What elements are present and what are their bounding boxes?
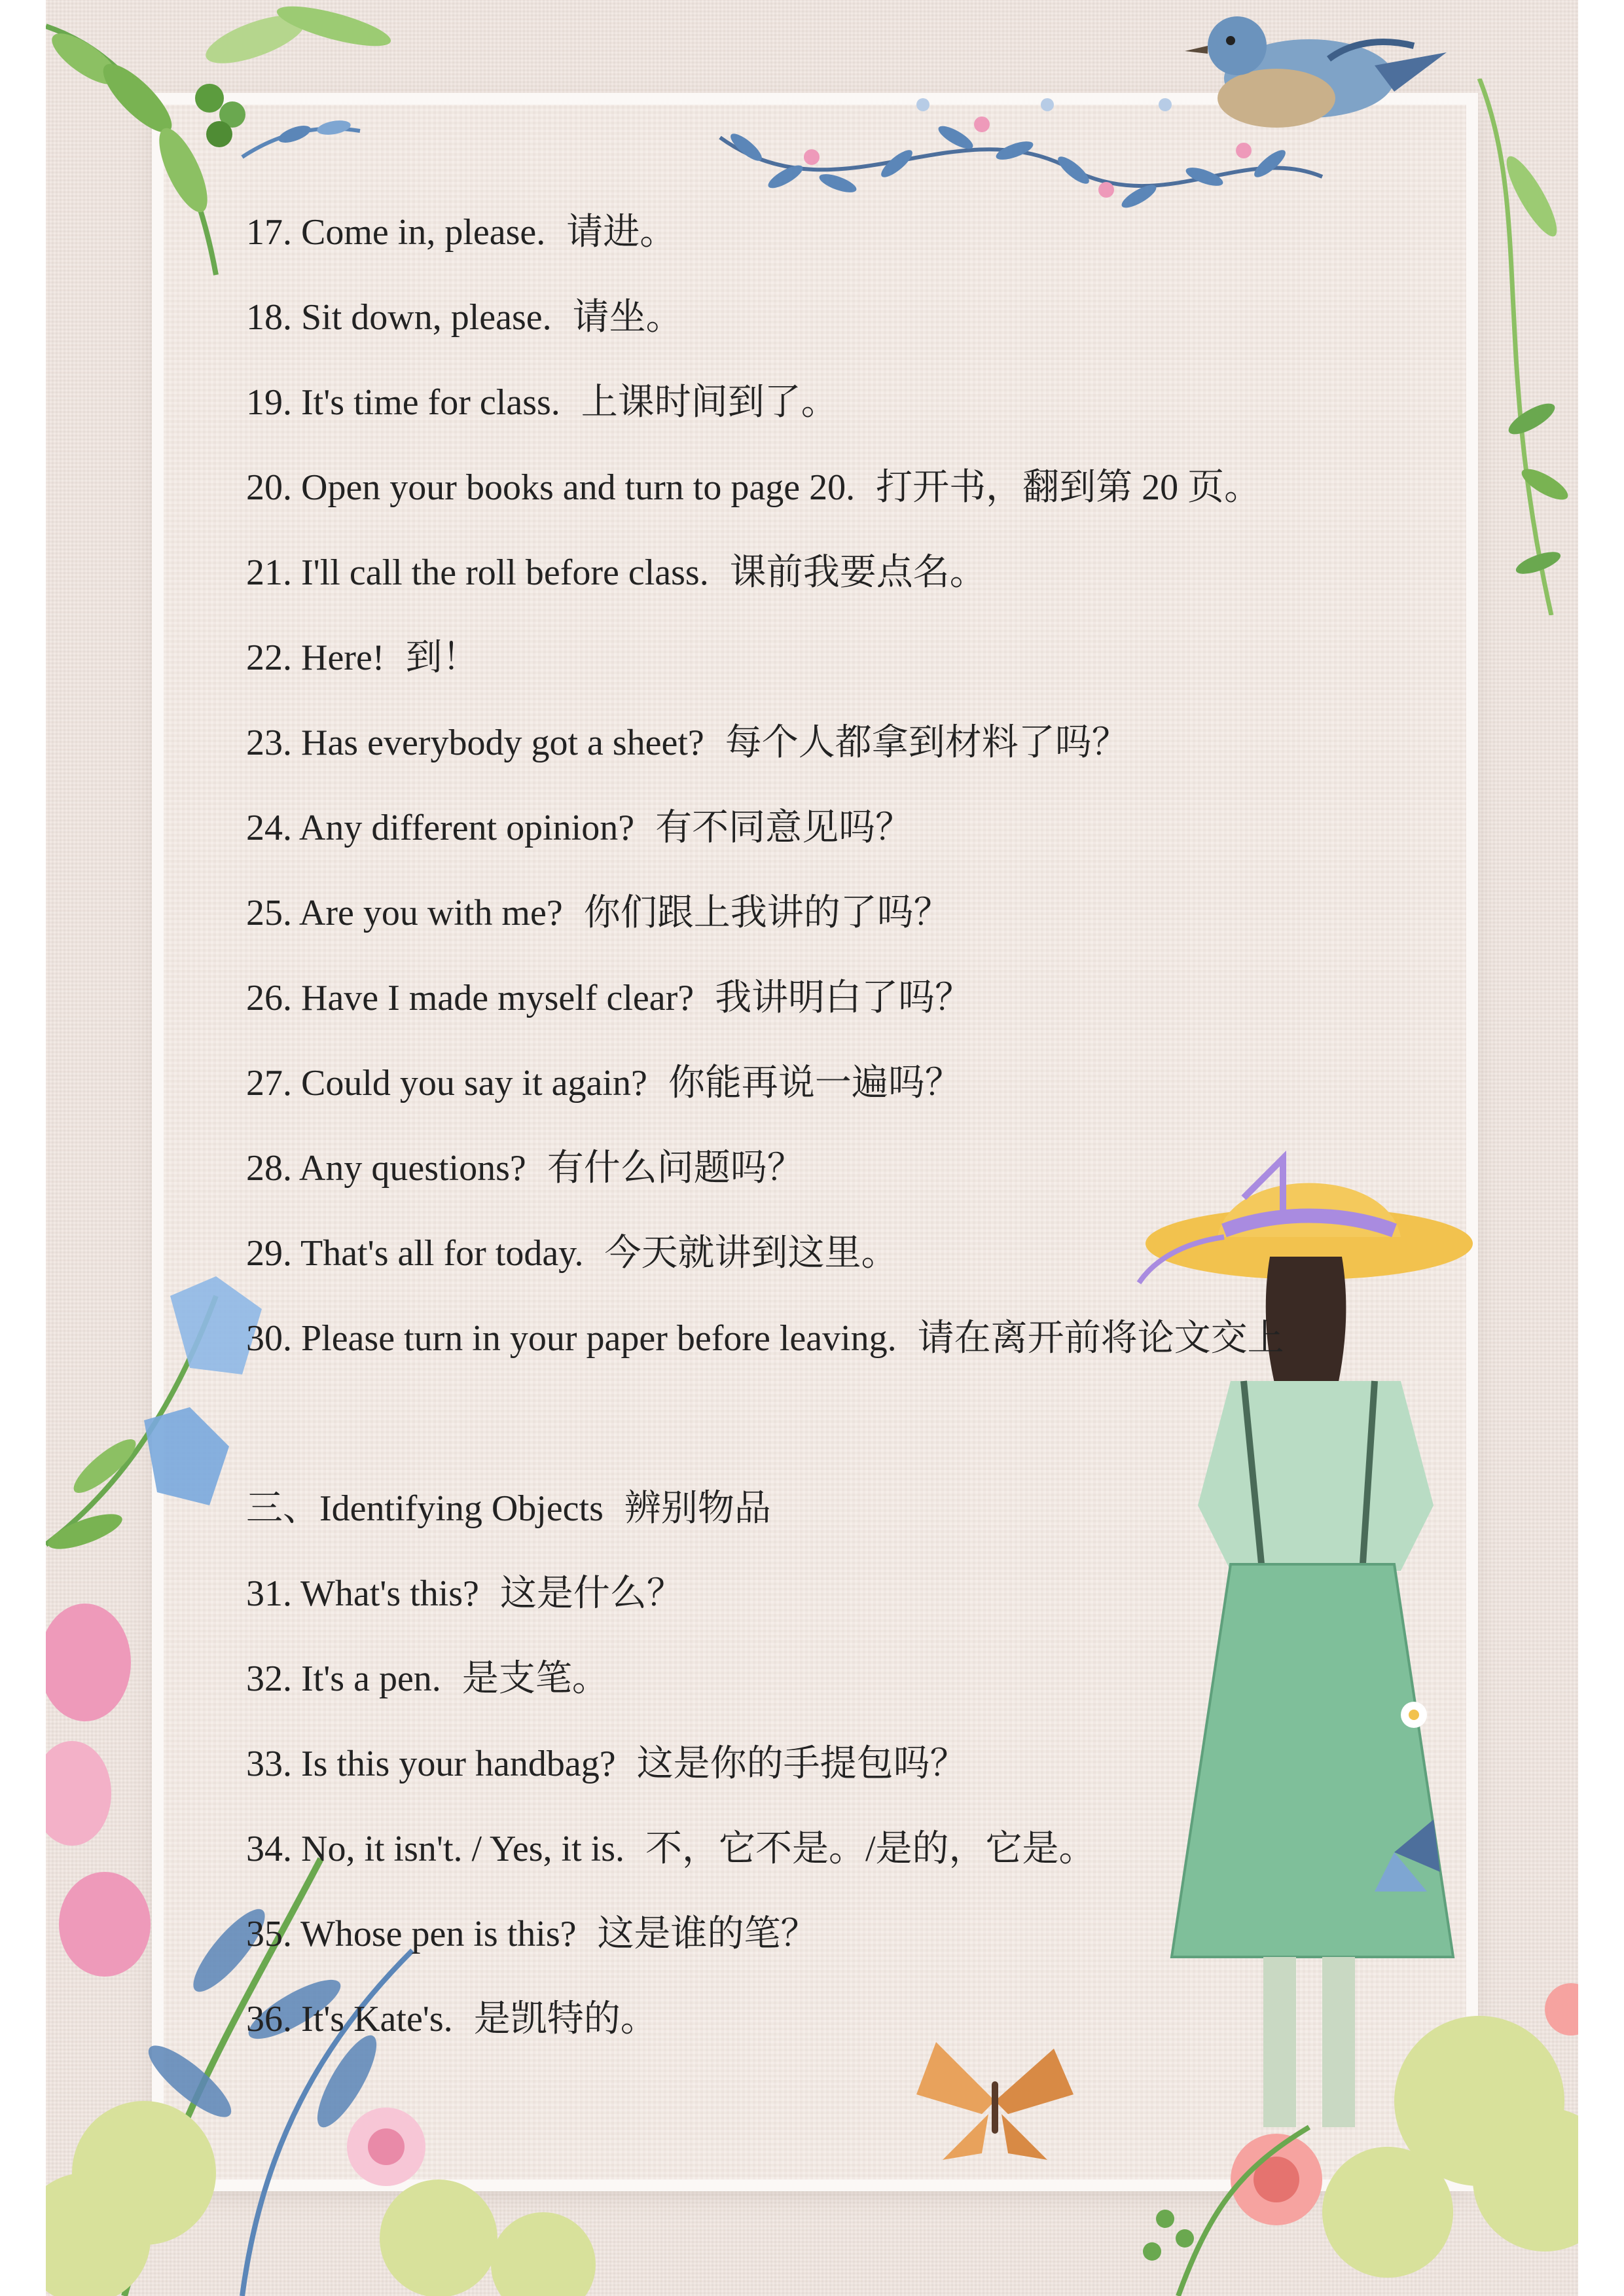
phrase-english: 22. Here! bbox=[246, 637, 385, 678]
phrase-chinese: 这是你的手提包吗？ bbox=[636, 1744, 967, 1784]
phrase-line-32 bbox=[246, 1636, 1490, 1721]
phrase-english: 25. Are you with me? bbox=[246, 893, 563, 933]
phrase-chinese: 课前我要点名。 bbox=[729, 552, 986, 593]
phrase-line-21 bbox=[246, 530, 1490, 615]
phrase-chinese: 是凯特的。 bbox=[473, 1999, 657, 2039]
phrase-english: 34. No, it isn't. / Yes, it is. bbox=[246, 1829, 624, 1869]
phrase-chinese: 请坐。 bbox=[572, 297, 683, 338]
phrase-chinese: 打开书，翻到第 20 页。 bbox=[876, 467, 1261, 508]
phrase-line-36 bbox=[246, 1977, 1490, 2062]
phrase-line-30 bbox=[246, 1296, 1490, 1381]
phrase-chinese: 我讲明白了吗？ bbox=[715, 978, 972, 1018]
bird-illustration-icon bbox=[1178, 0, 1453, 170]
phrase-line-24 bbox=[246, 785, 1490, 870]
phrase-chinese: 这是谁的笔？ bbox=[597, 1914, 818, 1954]
phrase-chinese: 有不同意见吗？ bbox=[655, 808, 912, 848]
phrase-line-26 bbox=[246, 956, 1490, 1041]
phrase-english: 29. That's all for today. bbox=[246, 1233, 584, 1274]
phrase-line-23 bbox=[246, 700, 1490, 785]
phrase-english: 21. I'll call the roll before class. bbox=[246, 552, 709, 593]
phrase-english: 30. Please turn in your paper before leaving. bbox=[246, 1318, 897, 1359]
phrase-line-25 bbox=[246, 870, 1490, 956]
phrase-chinese: 这是什么？ bbox=[499, 1573, 683, 1614]
phrase-line-35 bbox=[246, 1892, 1490, 1977]
phrase-chinese: 你们跟上我讲的了吗？ bbox=[583, 893, 950, 933]
phrase-english: 31. What's this? bbox=[246, 1573, 479, 1614]
phrase-english: 27. Could you say it again? bbox=[246, 1063, 647, 1103]
phrase-chinese: 不，它不是。/是的，它是。 bbox=[645, 1829, 1096, 1869]
phrase-line-28 bbox=[246, 1126, 1490, 1211]
phrase-line-17 bbox=[246, 190, 1490, 275]
phrase-english: 18. Sit down, please. bbox=[246, 297, 552, 338]
phrase-chinese: 是支笔。 bbox=[461, 1659, 609, 1699]
phrase-line-18 bbox=[246, 275, 1490, 360]
phrase-chinese: 今天就讲到这里。 bbox=[604, 1233, 898, 1274]
phrase-english: 23. Has everybody got a sheet? bbox=[246, 723, 704, 763]
phrase-line-27 bbox=[246, 1041, 1490, 1126]
phrase-chinese: 到！ bbox=[405, 637, 479, 678]
phrase-english: 19. It's time for class. bbox=[246, 382, 560, 423]
phrase-english: 35. Whose pen is this? bbox=[246, 1914, 577, 1954]
phrase-english: 24. Any different opinion? bbox=[246, 808, 635, 848]
phrase-line-31 bbox=[246, 1551, 1490, 1636]
phrase-line-22 bbox=[246, 615, 1490, 700]
phrase-chinese: 每个人都拿到材料了吗？ bbox=[725, 723, 1128, 763]
phrase-list bbox=[246, 190, 1490, 2062]
section-heading bbox=[246, 1466, 1490, 1551]
section-heading-chinese: 辨别物品 bbox=[624, 1488, 771, 1529]
phrase-chinese: 请在离开前将论文交上 bbox=[917, 1318, 1284, 1359]
phrase-english: 17. Come in, please. bbox=[246, 212, 546, 253]
phrase-english: 36. It's Kate's. bbox=[246, 1999, 453, 2039]
phrase-english: 20. Open your books and turn to page 20. bbox=[246, 467, 856, 508]
section-heading-english: 三、Identifying Objects bbox=[246, 1488, 604, 1529]
phrase-line-20 bbox=[246, 445, 1490, 530]
phrase-chinese: 上课时间到了。 bbox=[581, 382, 838, 423]
phrase-line-19 bbox=[246, 360, 1490, 445]
phrase-chinese: 有什么问题吗？ bbox=[547, 1148, 804, 1189]
phrase-english: 32. It's a pen. bbox=[246, 1659, 441, 1699]
phrase-chinese: 请进。 bbox=[566, 212, 677, 253]
phrase-line-34 bbox=[246, 1806, 1490, 1892]
phrase-chinese: 你能再说一遍吗？ bbox=[668, 1063, 962, 1103]
phrase-english: 26. Have I made myself clear? bbox=[246, 978, 695, 1018]
phrase-line-33 bbox=[246, 1721, 1490, 1806]
section-spacer bbox=[246, 1381, 1490, 1466]
phrase-line-29 bbox=[246, 1211, 1490, 1296]
phrase-english: 28. Any questions? bbox=[246, 1148, 526, 1189]
phrase-english: 33. Is this your handbag? bbox=[246, 1744, 616, 1784]
